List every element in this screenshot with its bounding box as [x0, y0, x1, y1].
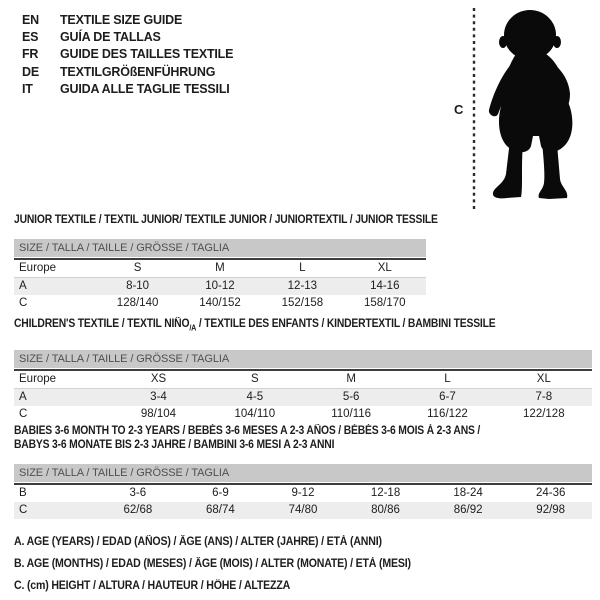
measure-legend	[14, 531, 445, 597]
table-cell: 4-5	[246, 391, 264, 404]
table-cell: 92/98	[536, 504, 566, 516]
legend-line-c: C. (cm) HEIGHT / ALTURA / HAUTEUR / HÖHE / ALTEZZA	[14, 580, 291, 592]
title-part: CHILDREN'S TEXTILE / TEXTIL NIÑO	[14, 318, 190, 330]
junior-table-title: JUNIOR TEXTILE / TEXTIL JUNIOR/ TEXTILE JUNIOR / JUNIORTEXTIL / JUNIOR TESSILE	[14, 214, 438, 226]
table-cell: M	[179, 259, 261, 278]
language-code: DE	[22, 64, 39, 79]
table-row	[14, 484, 592, 502]
row-label: C	[19, 408, 28, 421]
babies-table-title	[14, 424, 592, 452]
table-cell: L	[261, 259, 343, 278]
row-label: Europe	[14, 259, 96, 278]
baby-silhouette	[486, 8, 592, 208]
title-subscript: /A	[189, 323, 197, 333]
table-row	[14, 259, 426, 278]
table-cell: 62/68	[123, 504, 153, 516]
table-cell: 3-6	[129, 487, 147, 499]
row-label: C	[19, 504, 28, 516]
table-cell: 110/116	[331, 408, 372, 421]
table-row	[14, 389, 592, 407]
table-row	[14, 406, 592, 423]
table-cell: 140/152	[199, 297, 241, 309]
table-cell: 5-6	[342, 391, 360, 404]
table-cell: 8-10	[126, 280, 150, 292]
table-cell: 98/104	[140, 408, 177, 421]
language-row	[22, 46, 233, 63]
language-code: FR	[22, 47, 39, 62]
table-cell: 86/92	[453, 504, 483, 516]
table-cell: 158/170	[363, 297, 406, 309]
table-cell: 12-18	[370, 487, 401, 499]
height-label: C	[454, 102, 464, 117]
guide-title-it: GUIDA ALLE TAGLIE TESSILI	[60, 81, 230, 96]
table-cell: 7-8	[535, 391, 553, 404]
children-table-title	[14, 318, 534, 334]
table-cell: 6-7	[439, 391, 456, 404]
table-cell: 104/110	[234, 408, 276, 421]
table-cell: L	[399, 370, 495, 389]
babies-textile-section	[14, 424, 592, 519]
size-header-bar: SIZE / TALLA / TAILLE / GRÖSSE / TAGLIA	[14, 464, 592, 482]
table-cell: 9-12	[291, 487, 315, 499]
row-label: A	[19, 280, 27, 292]
legend-line-a: A. AGE (YEARS) / EDAD (AÑOS) / ÂGE (ANS) / ALTER (JAHRE) / ETÀ (ANNI)	[14, 536, 382, 548]
legend-line-b: B. AGE (MONTHS) / EDAD (MESES) / ÂGE (MOIS) / ALTER (MONATE) / ETÀ (MESI)	[14, 558, 411, 570]
table-cell: 122/128	[523, 408, 565, 421]
table-cell: M	[303, 370, 399, 389]
table-row	[14, 295, 426, 312]
size-header-bar: SIZE / TALLA / TAILLE / GRÖSSE / TAGLIA	[14, 239, 426, 257]
row-label: A	[19, 391, 27, 404]
table-cell: 116/122	[427, 408, 468, 421]
guide-title-en: TEXTILE SIZE GUIDE	[60, 13, 183, 27]
row-label: B	[19, 487, 27, 499]
babies-size-table	[14, 483, 592, 519]
table-cell: XL	[496, 370, 592, 389]
language-row	[22, 81, 233, 98]
table-cell: 14-16	[370, 280, 400, 292]
guide-title-de: TEXTILGRÖßENFÜHRUNG	[60, 64, 216, 79]
table-cell: 74/80	[288, 504, 318, 516]
height-figure	[450, 4, 600, 216]
size-header-bar: SIZE / TALLA / TAILLE / GRÖSSE / TAGLIA	[14, 350, 592, 368]
table-cell: 3-4	[150, 391, 167, 404]
language-row	[22, 29, 233, 46]
babies-title-line1: BABIES 3-6 MONTH TO 2-3 YEARS / BEBÉS 3-6 MESES A 2-3 AÑOS / BÉBÉS 3-6 MOIS À 2-3 ANS /	[14, 425, 481, 437]
children-size-table	[14, 369, 592, 423]
language-title-list	[22, 12, 233, 98]
table-cell: 80/86	[371, 504, 400, 516]
table-cell: XS	[110, 370, 206, 389]
table-row	[14, 370, 592, 389]
language-row	[22, 12, 233, 29]
table-row	[14, 502, 592, 519]
children-textile-section	[14, 318, 592, 423]
junior-size-table	[14, 258, 426, 312]
row-label: Europe	[14, 370, 110, 389]
table-cell: 24-36	[535, 487, 566, 499]
language-code: IT	[22, 81, 33, 96]
table-cell: 12-13	[287, 280, 318, 292]
row-label: C	[19, 297, 28, 309]
junior-textile-section	[14, 214, 438, 312]
table-row	[14, 278, 426, 296]
table-cell: 68/74	[206, 504, 235, 516]
language-row	[22, 64, 233, 81]
babies-title-line2: BABYS 3-6 MONATE BIS 2-3 JAHRE / BAMBINI 3-6 MESI A 2-3 ANNI	[14, 439, 335, 451]
height-measure-line	[470, 8, 478, 212]
table-cell: 10-12	[205, 280, 235, 292]
title-part: / TEXTILE DES ENFANTS / KINDERTEXTIL / BAMBINI TESSILE	[196, 318, 496, 330]
table-cell: 6-9	[212, 487, 229, 499]
language-code: EN	[22, 13, 39, 27]
table-cell: 18-24	[453, 487, 483, 499]
table-cell: S	[96, 259, 178, 278]
language-code: ES	[22, 30, 39, 45]
guide-title-fr: GUIDE DES TAILLES TEXTILE	[60, 47, 234, 62]
table-cell: 128/140	[116, 297, 159, 309]
table-cell: S	[207, 370, 303, 389]
guide-title-es: GUÍA DE TALLAS	[60, 30, 161, 45]
table-cell: 152/158	[281, 297, 324, 309]
table-cell: XL	[344, 259, 426, 278]
